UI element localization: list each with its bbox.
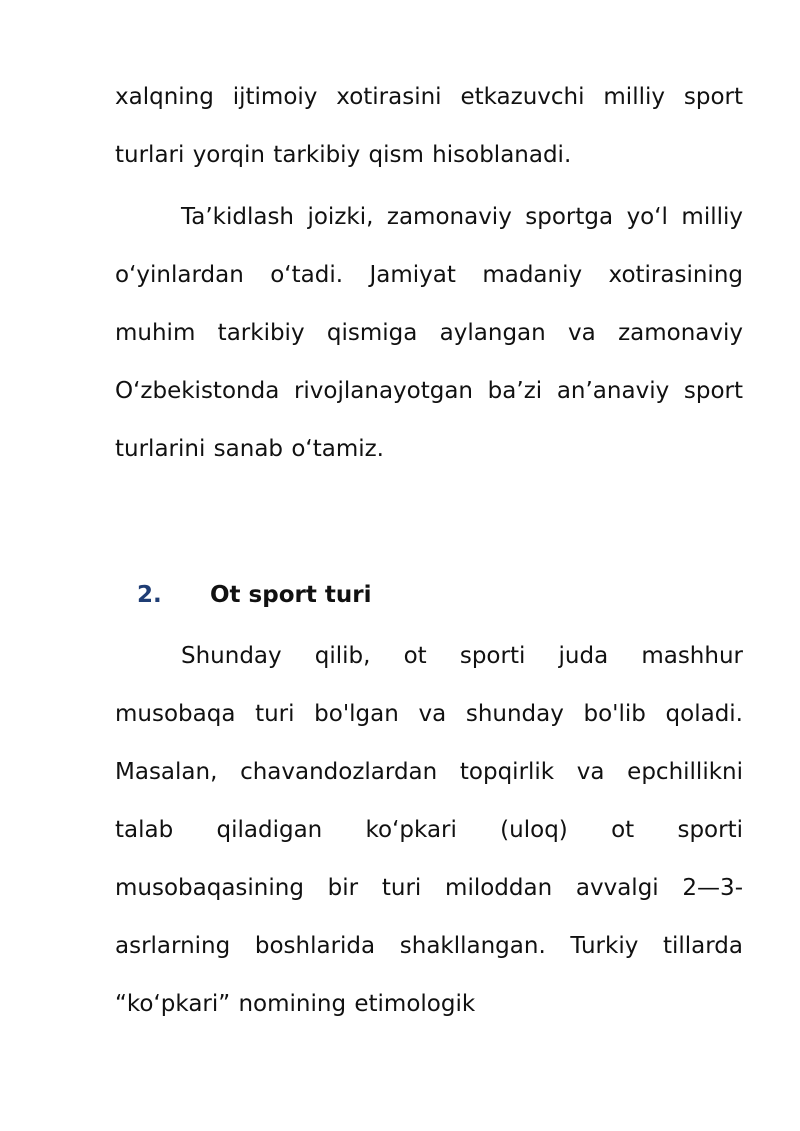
paragraph-intro-main: Ta’kidlash joizki, zamonaviy sportga yo‘l milliy o‘yinlardan o‘tadi. Jamiyat madaniy xotirasining muhim tarkibiy qismiga aylangan va zamonaviy O‘zbekistonda rivojlanayotgan ba’zi an’anaviy sport turlarini sanab o‘tamiz. (115, 204, 743, 462)
section-title: Ot sport turi (210, 582, 372, 608)
section-number: 2. (137, 582, 162, 608)
document-page (115, 68, 743, 1033)
paragraph-section-body: Shunday qilib, ot sporti juda mashhur musobaqa turi bo'lgan va shunday bo'lib qoladi. Masalan, chavandozlardan topqirlik va epchillikni talab qiladigan ko‘pkari (uloq) ot sporti musobaqasining bir turi miloddan avvalgi 2—3-asrlarning boshlarida shakllangan. Turkiy tillarda “ko‘pkari” nomining etimologik (115, 643, 743, 1017)
paragraph-intro-continuation: xalqning ijtimoiy xotirasini etkazuvchi milliy sport turlari yorqin tarkibiy qism hisoblanadi. (115, 84, 743, 168)
section-heading (115, 577, 743, 613)
